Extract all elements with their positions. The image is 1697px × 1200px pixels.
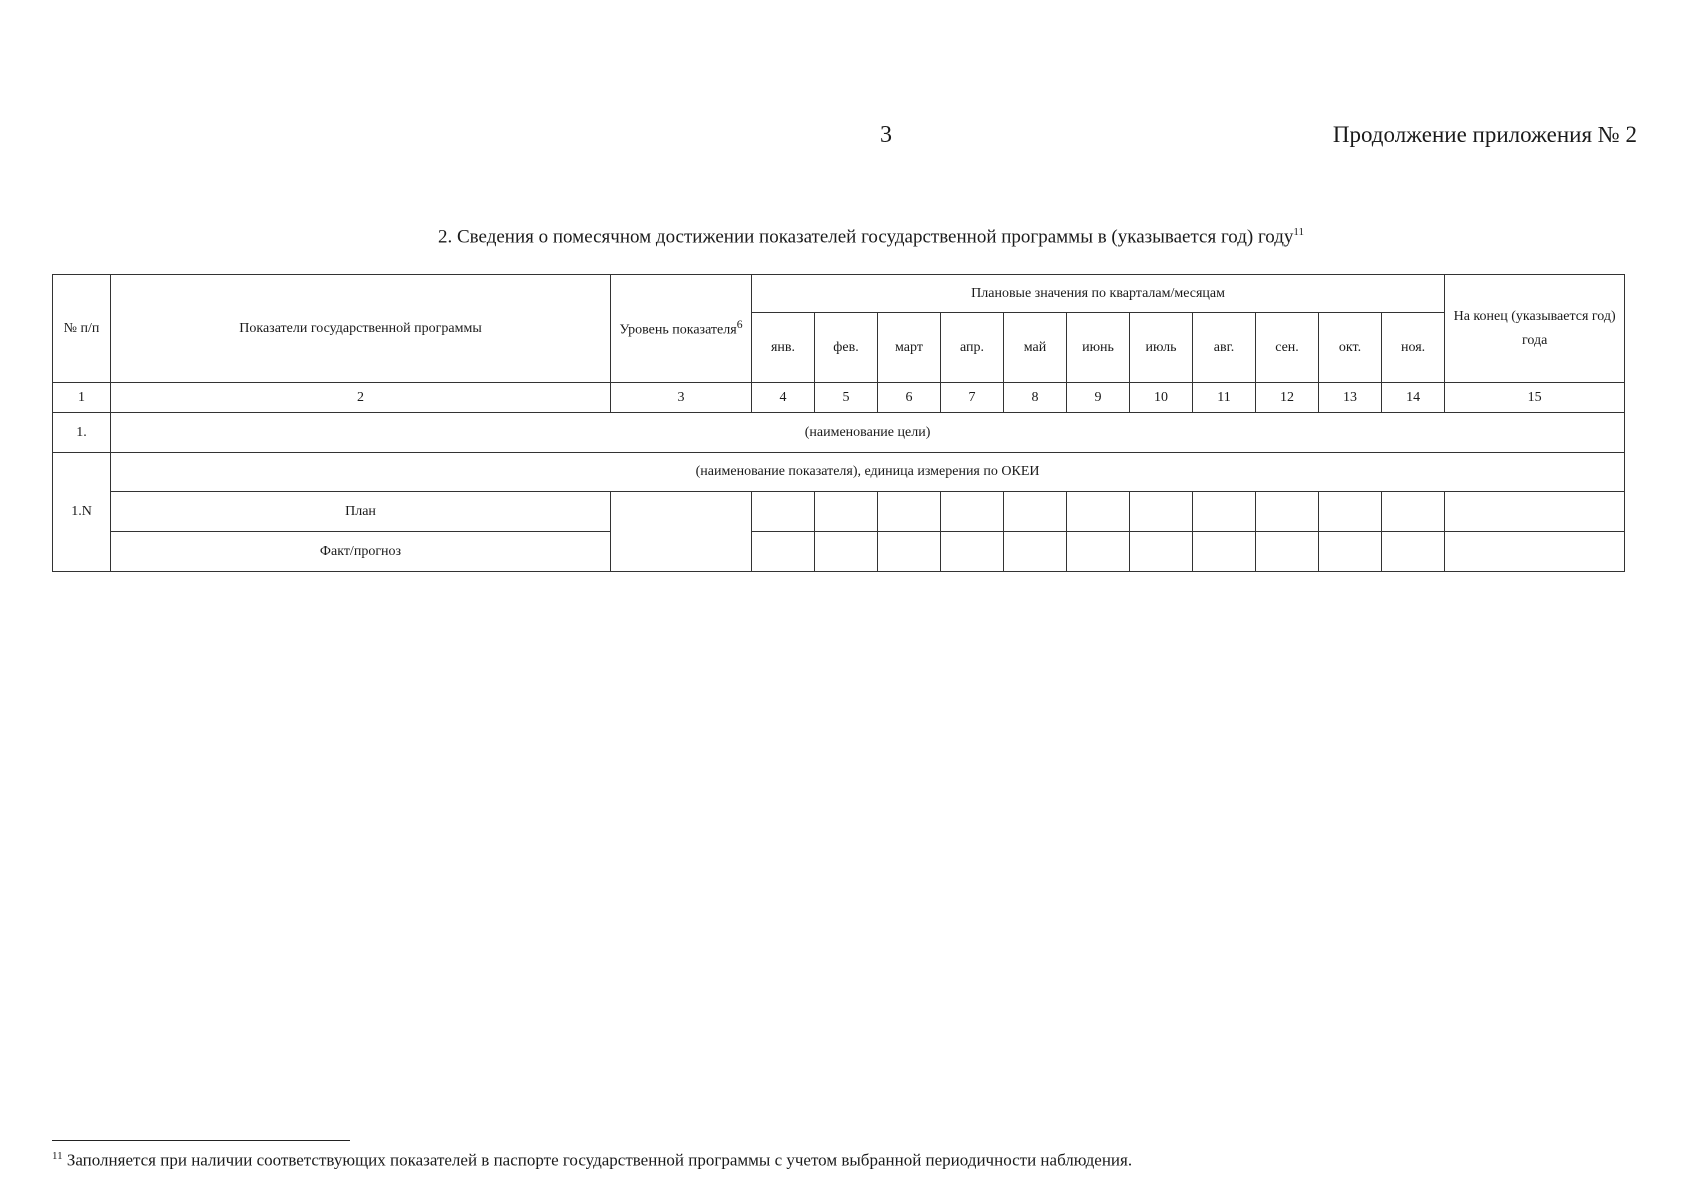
- column-number: 14: [1382, 383, 1445, 413]
- column-number: 13: [1319, 383, 1382, 413]
- goal-num: 1.: [53, 413, 111, 453]
- value-cell: [941, 532, 1004, 572]
- header-end: На конец (указывается год) года: [1445, 275, 1625, 383]
- column-number: 9: [1067, 383, 1130, 413]
- column-number: 6: [878, 383, 941, 413]
- fact-label: Факт/прогноз: [111, 532, 611, 572]
- column-number: 7: [941, 383, 1004, 413]
- value-cell: [1319, 532, 1382, 572]
- value-cell: [941, 492, 1004, 532]
- section-title-note: 11: [1293, 226, 1304, 238]
- month-header: май: [1004, 313, 1067, 383]
- end-value-cell: [1445, 532, 1625, 572]
- value-cell: [1382, 492, 1445, 532]
- value-cell: [1130, 492, 1193, 532]
- value-cell: [1067, 532, 1130, 572]
- month-header: янв.: [752, 313, 815, 383]
- value-cell: [815, 492, 878, 532]
- appendix-label: Продолжение приложения № 2: [1332, 122, 1637, 147]
- month-header: сен.: [1256, 313, 1319, 383]
- value-cell: [1193, 492, 1256, 532]
- column-number: 4: [752, 383, 815, 413]
- value-cell: [878, 492, 941, 532]
- footnote-divider: [52, 1140, 350, 1141]
- header-indicators: Показатели государственной программы: [111, 275, 611, 383]
- value-cell: [752, 492, 815, 532]
- end-value-cell: [1445, 492, 1625, 532]
- header-planned: Плановые значения по кварталам/месяцам: [752, 275, 1445, 313]
- plan-row: [53, 492, 1625, 532]
- plan-label: План: [111, 492, 611, 532]
- month-header: окт.: [1319, 313, 1382, 383]
- header-level-text: Уровень показателя: [619, 322, 737, 338]
- month-header: апр.: [941, 313, 1004, 383]
- column-number: 3: [611, 383, 752, 413]
- fact-row: [53, 532, 1625, 572]
- value-cell: [1193, 532, 1256, 572]
- column-number: 11: [1193, 383, 1256, 413]
- goal-row: [53, 413, 1625, 453]
- indicator-num: 1.N: [53, 453, 111, 572]
- month-header: фев.: [815, 313, 878, 383]
- header-level-note: 6: [736, 318, 743, 332]
- page-number: 3: [880, 122, 892, 148]
- column-number: 2: [111, 383, 611, 413]
- value-cell: [1256, 532, 1319, 572]
- column-number: 12: [1256, 383, 1319, 413]
- value-cell: [1004, 532, 1067, 572]
- section-title-text: 2. Сведения о помесячном достижении показателей государственной программы в (указывается год) году: [437, 226, 1294, 248]
- footnote: [52, 1150, 1132, 1171]
- value-cell: [815, 532, 878, 572]
- section-title: [0, 226, 1697, 248]
- value-cell: [1067, 492, 1130, 532]
- column-number: 1: [53, 383, 111, 413]
- month-header: ноя.: [1382, 313, 1445, 383]
- indicators-table: [52, 274, 1625, 572]
- value-cell: [1256, 492, 1319, 532]
- column-number: 15: [1445, 383, 1625, 413]
- level-cell: [611, 492, 752, 572]
- footnote-marker: 11: [52, 1150, 63, 1162]
- goal-name: (наименование цели): [111, 413, 1625, 453]
- value-cell: [1319, 492, 1382, 532]
- header-num: № п/п: [53, 275, 111, 383]
- column-number: 5: [815, 383, 878, 413]
- month-header: июль: [1130, 313, 1193, 383]
- value-cell: [1004, 492, 1067, 532]
- column-number: 10: [1130, 383, 1193, 413]
- month-header: июнь: [1067, 313, 1130, 383]
- indicator-name: (наименование показателя), единица измерения по ОКЕИ: [111, 453, 1625, 492]
- value-cell: [1130, 532, 1193, 572]
- value-cell: [878, 532, 941, 572]
- column-number-row: [53, 383, 1625, 413]
- header-level: [611, 275, 752, 383]
- month-header: март: [878, 313, 941, 383]
- value-cell: [752, 532, 815, 572]
- indicator-name-row: [53, 453, 1625, 492]
- footnote-text: Заполняется при наличии соответствующих показателей в паспорте государственной программы с учетом выбранной периодичности наблюдения.: [66, 1150, 1133, 1170]
- value-cell: [1382, 532, 1445, 572]
- column-number: 8: [1004, 383, 1067, 413]
- month-header: авг.: [1193, 313, 1256, 383]
